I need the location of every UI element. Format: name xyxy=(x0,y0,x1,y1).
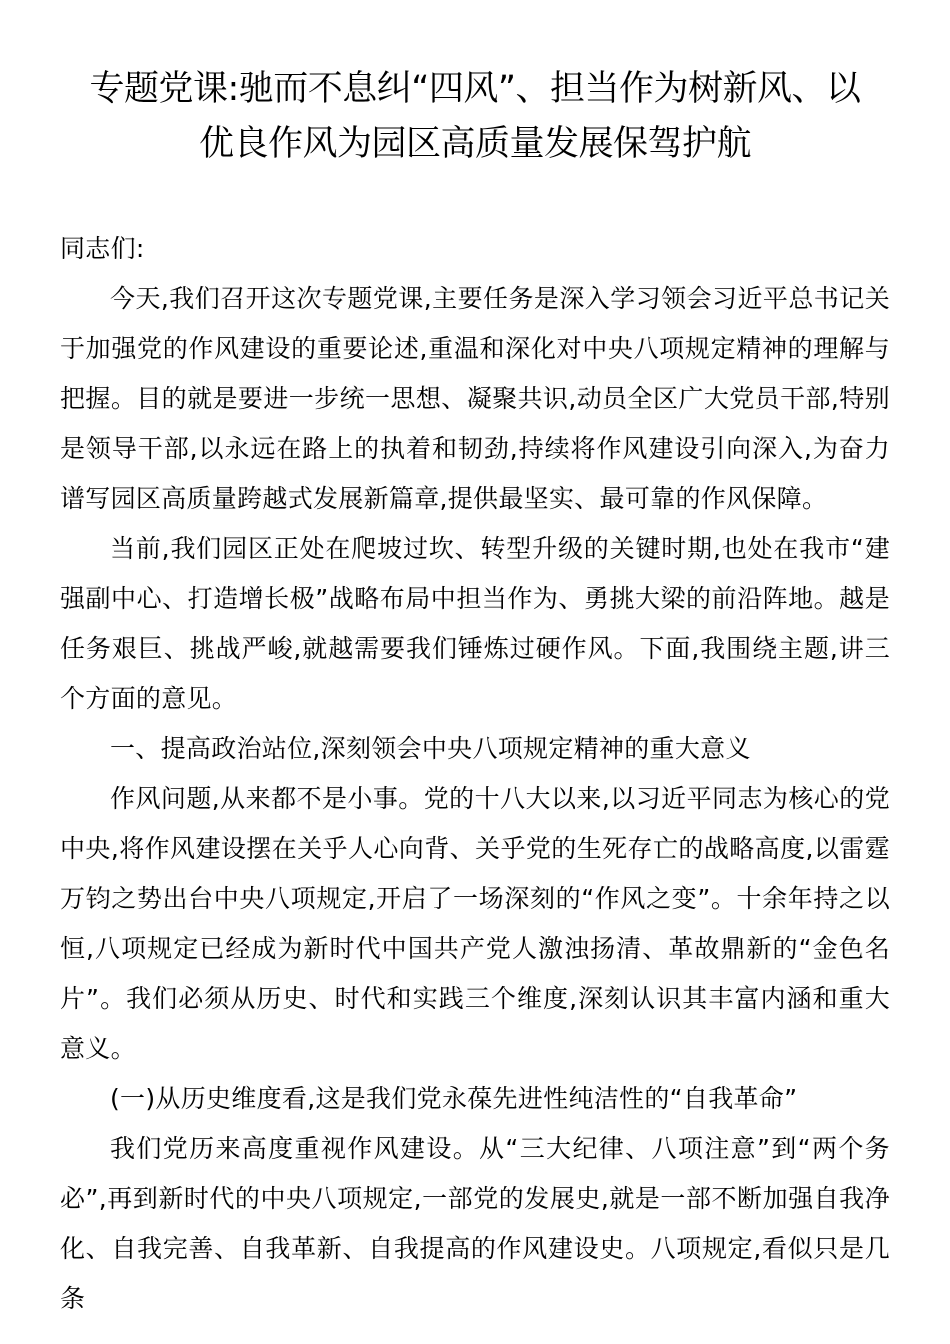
title-line-2: 优良作风为园区高质量发展保驾护航 xyxy=(198,124,751,164)
paragraph-intro: 今天,我们召开这次专题党课,主要任务是深入学习领会习近平总书记关于加强党的作风建设的重要论述,重温和深化对中央八项规定精神的理解与把握。目的就是要进一步统一思想、凝聚共识,动员全区广大党员干部,特别是领导干部,以永远在路上的执着和韧劲,持续将作风建设引向深入,为奋力谱写园区高质量跨越式发展新篇章,提供最坚实、最可靠的作风保障。 xyxy=(60,284,890,513)
subsection-heading-1: (一)从历史维度看,这是我们党永葆先进性纯洁性的“自我革命” xyxy=(110,1084,798,1113)
salutation: 同志们: xyxy=(60,234,145,263)
paragraph-subsection-1: 我们党历来高度重视作风建设。从“三大纪律、八项注意”到“两个务必”,再到新时代的中央八项规定,一部党的发展史,就是一部不断加强自我净化、自我完善、自我革新、自我提高的作风建设史。八项规定,看似只是几条 xyxy=(60,1134,890,1313)
paragraph-section-1: 作风问题,从来都不是小事。党的十八大以来,以习近平同志为核心的党中央,将作风建设摆在关乎人心向背、关乎党的生死存亡的战略高度,以雷霆万钧之势出台中央八项规定,开启了一场深刻的“作风之变”。十余年持之以恒,八项规定已经成为新时代中国共产党人激浊扬清、革故鼎新的“金色名片”。我们必须从历史、时代和实践三个维度,深刻认识其丰富内涵和重大意义。 xyxy=(60,784,890,1063)
document-title xyxy=(60,62,890,172)
document-body xyxy=(60,224,890,1324)
section-heading-1: 一、提高政治站位,深刻领会中央八项规定精神的重大意义 xyxy=(110,734,751,763)
paragraph-context: 当前,我们园区正处在爬坡过坎、转型升级的关键时期,也处在我市“建强副中心、打造增长极”战略布局中担当作为、勇挑大梁的前沿阵地。越是任务艰巨、挑战严峻,就越需要我们锤炼过硬作风。下面,我围绕主题,讲三个方面的意见。 xyxy=(60,534,890,713)
title-line-1: 专题党课:驰而不息纠“四风”、担当作为树新风、以 xyxy=(89,69,861,109)
